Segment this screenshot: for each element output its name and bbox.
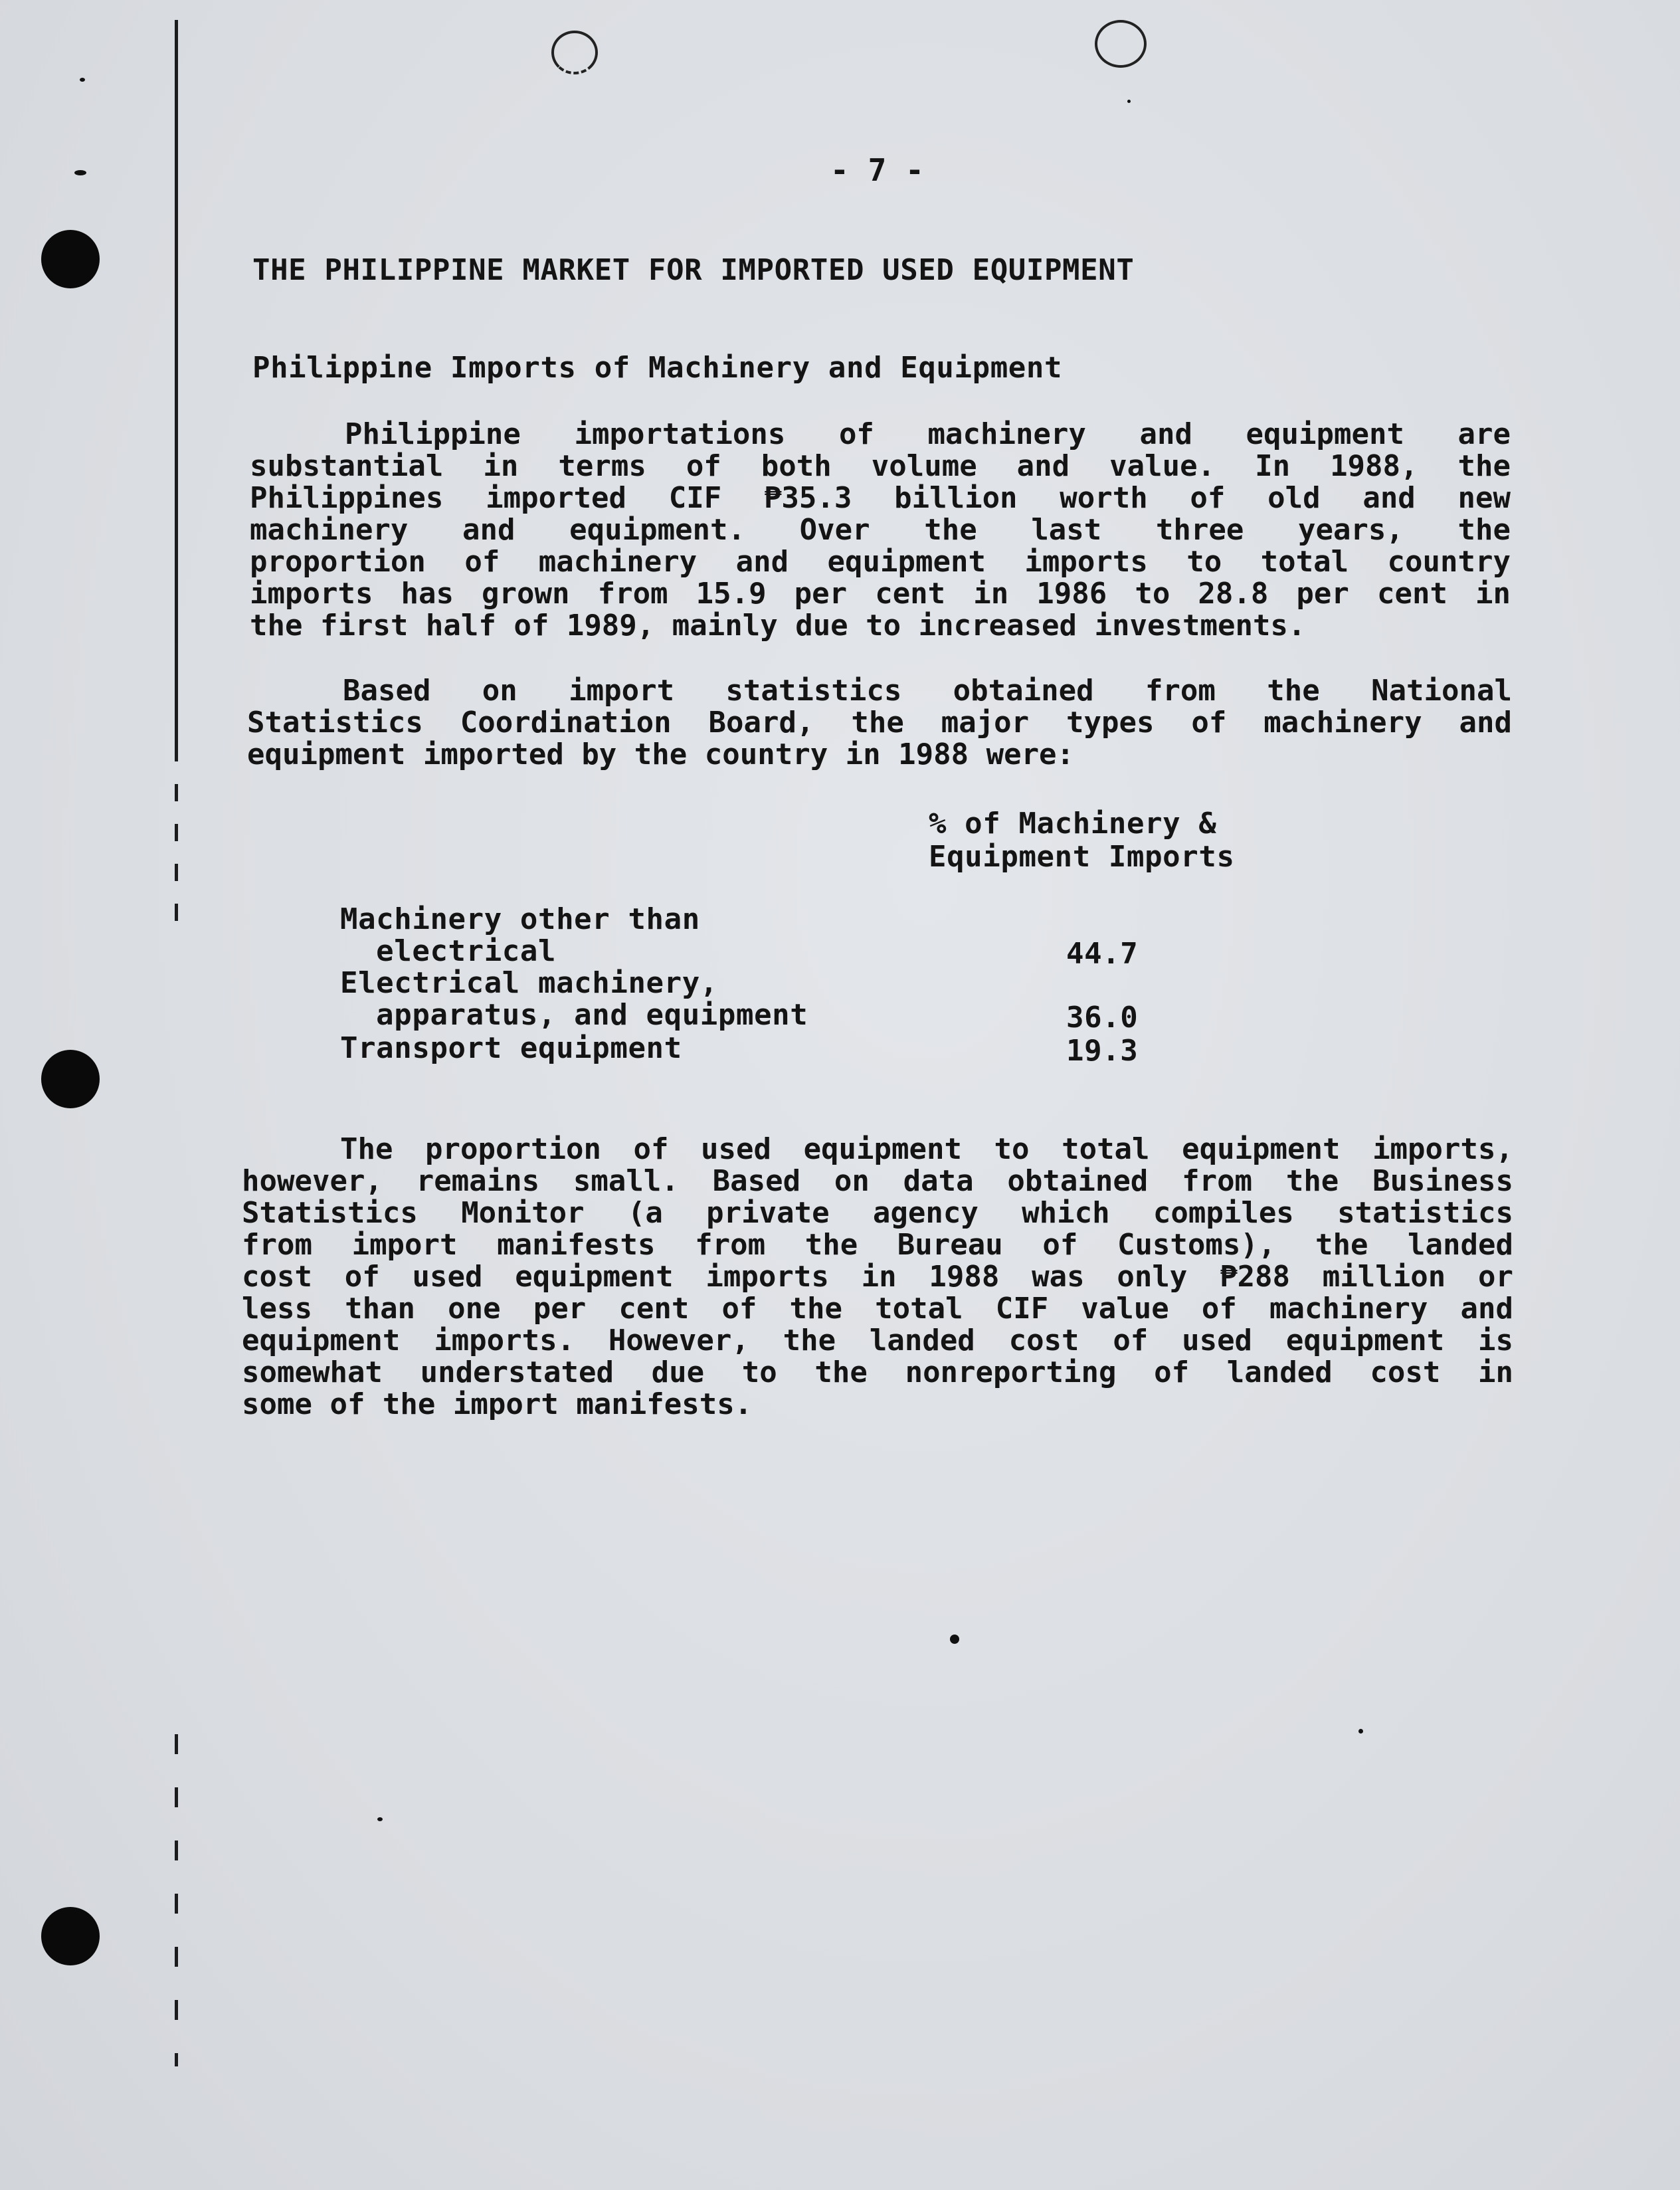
page-number: - 7 - bbox=[830, 152, 925, 188]
speck bbox=[377, 1817, 383, 1821]
paragraph-line: Statistics Coordination Board, the major types of machinery and bbox=[247, 706, 1512, 740]
paragraph-line: however, remains small. Based on data obtained from the Business bbox=[242, 1164, 1513, 1198]
section-title: THE PHILIPPINE MARKET FOR IMPORTED USED EQUIPMENT bbox=[252, 253, 1135, 287]
paragraph-line: The proportion of used equipment to total equipment imports, bbox=[340, 1132, 1513, 1166]
paragraph-line: cost of used equipment imports in 1988 was only ₱288 million or bbox=[242, 1260, 1513, 1294]
paragraph-line: imports has grown from 15.9 per cent in 1986 to 28.8 per cent in bbox=[250, 577, 1511, 611]
paragraph-line: from import manifests from the Bureau of Customs), the landed bbox=[242, 1228, 1513, 1262]
paragraph-line: Statistics Monitor (a private agency which compiles statistics bbox=[242, 1196, 1513, 1230]
speck bbox=[80, 78, 85, 82]
punch-hole-middle bbox=[41, 1050, 100, 1108]
margin-rule-dashed bbox=[175, 744, 178, 944]
punch-hole-bottom bbox=[41, 1907, 100, 1965]
paragraph-line: less than one per cent of the total CIF value of machinery and bbox=[242, 1292, 1513, 1326]
paragraph-line: Based on import statistics obtained from the National bbox=[343, 674, 1512, 708]
column-header-line: Equipment Imports bbox=[929, 840, 1235, 874]
paragraph-line: Philippines imported CIF ₱35.3 billion worth of old and new bbox=[250, 481, 1511, 515]
paragraph-line: equipment imports. However, the landed cost of used equipment is bbox=[242, 1324, 1513, 1357]
paragraph-line: some of the import manifests. bbox=[242, 1387, 753, 1421]
paragraph-line: the first half of 1989, mainly due to increased investments. bbox=[250, 609, 1306, 643]
table-row-value: 36.0 bbox=[1066, 1001, 1139, 1035]
speck bbox=[1358, 1729, 1363, 1734]
margin-rule bbox=[175, 20, 178, 744]
row-label-line: electrical bbox=[340, 934, 557, 968]
row-label-line: apparatus, and equipment bbox=[340, 998, 808, 1032]
punch-hole-top bbox=[41, 230, 100, 288]
staple-mark-right bbox=[1095, 20, 1147, 68]
paragraph-line: proportion of machinery and equipment imports to total country bbox=[250, 545, 1511, 579]
table-row-value: 44.7 bbox=[1066, 937, 1139, 971]
table-row-value: 19.3 bbox=[1066, 1034, 1139, 1068]
paragraph-line: somewhat understated due to the nonreporting of landed cost in bbox=[242, 1355, 1513, 1389]
table-row-label bbox=[340, 967, 808, 1031]
paragraph-line: substantial in terms of both volume and value. In 1988, the bbox=[250, 449, 1511, 483]
paragraph-line: machinery and equipment. Over the last three years, the bbox=[250, 513, 1511, 547]
margin-rule-dashed-lower bbox=[175, 1734, 178, 2066]
speck bbox=[74, 170, 86, 175]
row-label-line: Electrical machinery, bbox=[340, 966, 718, 1000]
paragraph-line: Philippine importations of machinery and equipment are bbox=[345, 417, 1511, 451]
speck bbox=[950, 1635, 959, 1644]
table-row-label bbox=[340, 904, 700, 967]
paragraph-used-equipment bbox=[242, 1134, 1513, 1421]
paragraph-imports-overview bbox=[250, 419, 1511, 642]
column-header-line: % of Machinery & bbox=[929, 807, 1217, 841]
table-row-label: Transport equipment bbox=[340, 1031, 682, 1065]
table-column-header bbox=[929, 807, 1235, 874]
staple-mark-left bbox=[551, 31, 598, 74]
subsection-title: Philippine Imports of Machinery and Equipment bbox=[252, 351, 1063, 385]
paragraph-import-statistics bbox=[247, 675, 1512, 771]
speck bbox=[1127, 100, 1131, 103]
row-label-line: Machinery other than bbox=[340, 902, 700, 936]
paragraph-line: equipment imported by the country in 1988 were: bbox=[247, 738, 1075, 771]
